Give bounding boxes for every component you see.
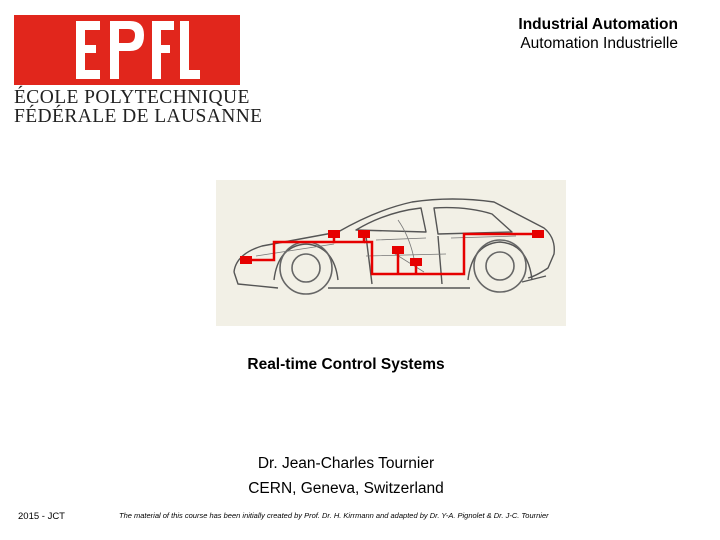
author-affiliation: CERN, Geneva, Switzerland — [248, 480, 444, 497]
car-network-icon — [216, 180, 566, 326]
footer-credit: The material of this course has been initially created by Prof. Dr. H. Kirrmann and adapted by Dr. Y-A. Pignolet & Dr. J-C. Tournier — [119, 511, 549, 520]
footer-year-initials: 2015 - JCT — [18, 511, 65, 522]
car-network-illustration — [216, 180, 566, 326]
lecture-title: Real-time Control Systems — [247, 356, 445, 373]
epfl-logo-wordmark — [14, 87, 263, 127]
course-subtitle: Automation Industrielle — [520, 35, 678, 52]
course-title: Industrial Automation — [518, 16, 678, 33]
course-header — [518, 15, 678, 53]
epfl-logo-line1: ÉCOLE POLYTECHNIQUE — [14, 87, 250, 108]
epfl-logo-line2: FÉDÉRALE DE LAUSANNE — [14, 106, 263, 127]
epfl-logo-mark — [14, 15, 240, 85]
author-block — [0, 451, 692, 501]
epfl-logo — [14, 15, 263, 127]
epfl-letters-icon — [14, 15, 240, 85]
author-name: Dr. Jean-Charles Tournier — [257, 455, 435, 472]
